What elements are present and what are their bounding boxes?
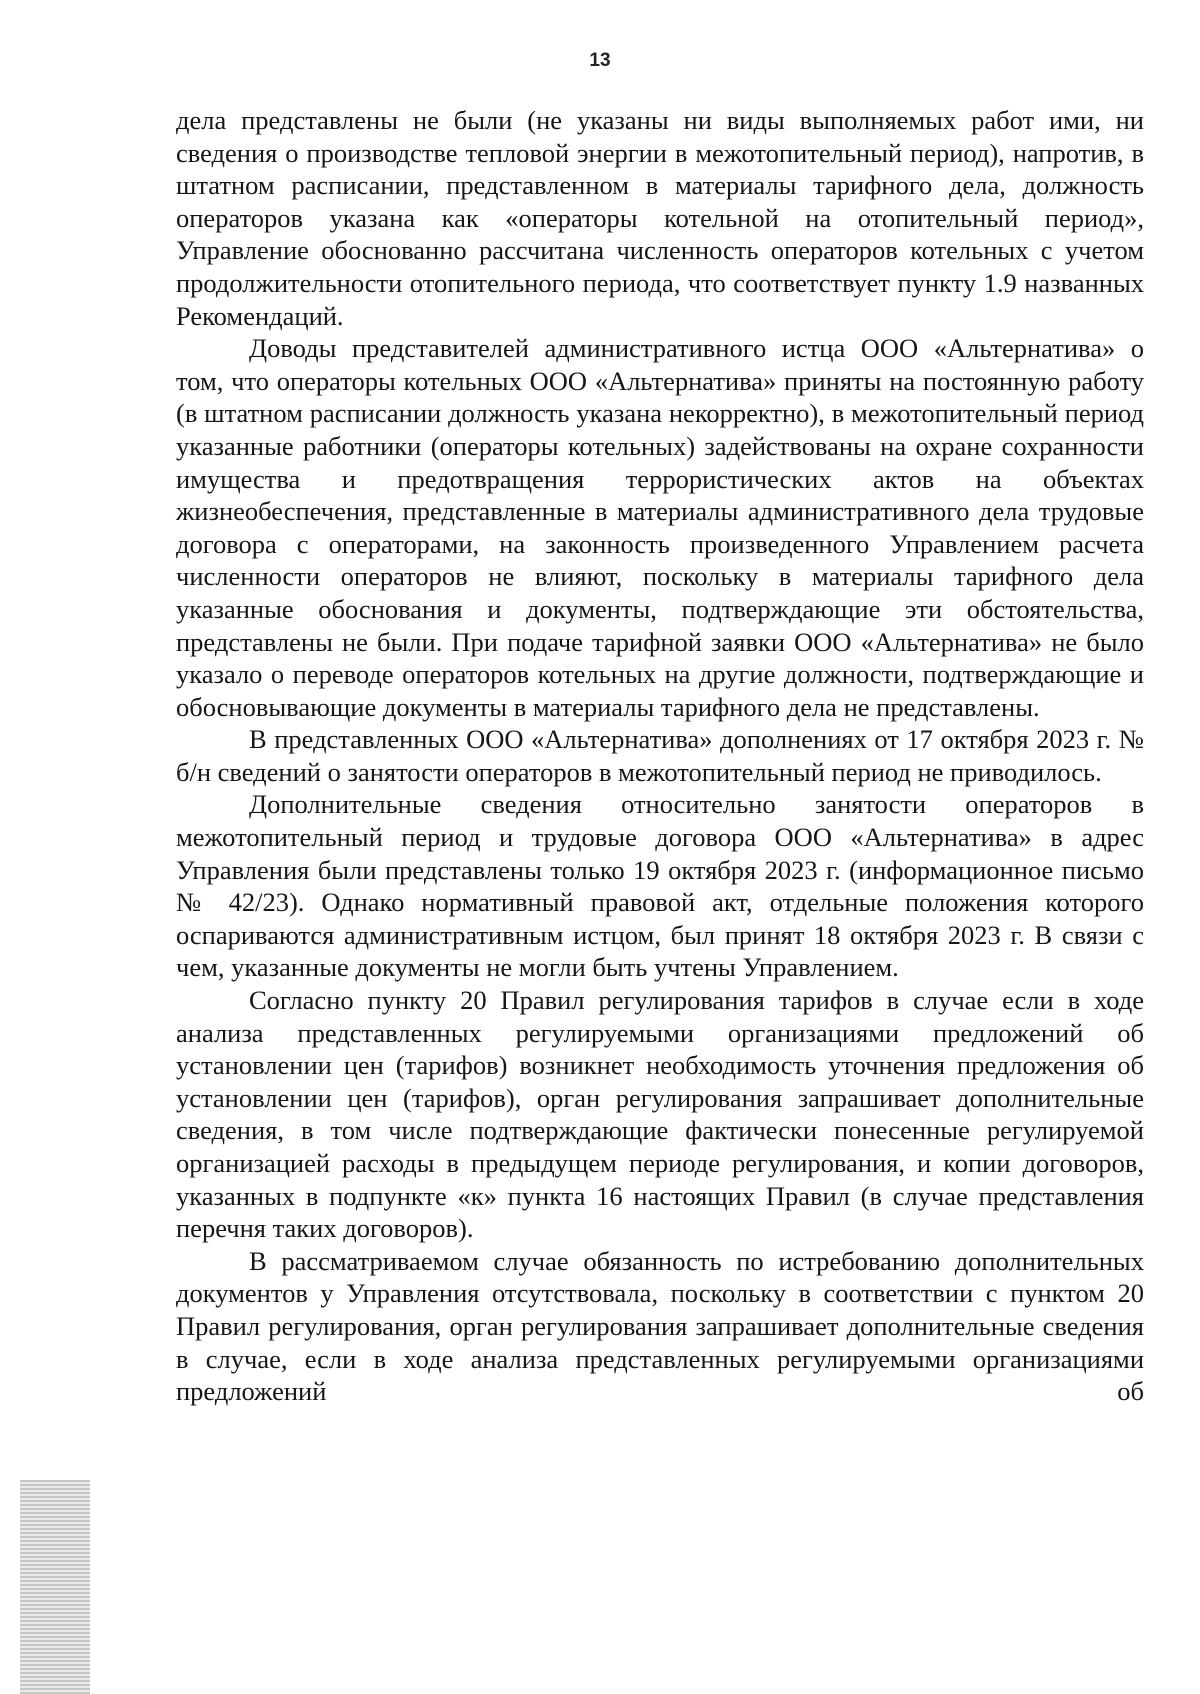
document-body [176, 104, 1144, 1408]
scan-artifact [20, 1480, 90, 1694]
paragraph: дела представлены не были (не указаны ни виды выполняемых работ ими, ни сведения о производстве тепловой энергии в межотопительный период), напротив, в штатном расписании, представленном в материалы тарифного дела, должность операторов указана как «операторы котельной на отопительный период», Управление обоснованно рассчитана численность операторов котельных с учетом продолжительности отопительного периода, что соответствует пункту 1.9 названных Рекомендаций. [176, 105, 1144, 331]
paragraph: В представленных ООО «Альтернатива» дополнениях от 17 октября 2023 г. № б/н сведений о занятости операторов в межотопительный период не приводилось. [176, 724, 1144, 787]
paragraph: Дополнительные сведения относительно занятости операторов в межотопительный период и трудовые договора ООО «Альтернатива» в адрес Управления были представлены только 19 октября 2023 г. (информационное письмо № 42/23). Однако нормативный правовой акт, отдельные положения которого оспариваются административным истцом, был принят 18 октября 2023 г. В связи с чем, указанные документы не могли быть учтены Управлением. [176, 789, 1144, 983]
paragraph: В рассматриваемом случае обязанность по истребованию дополнительных документов у Управления отсутствовала, поскольку в соответствии с пунктом 20 Правил регулирования, орган регулирования запрашивает дополнительные сведения в случае, если в ходе анализа представленных регулируемыми организациями предложений об [176, 1245, 1144, 1407]
paragraph: Согласно пункту 20 Правил регулирования тарифов в случае если в ходе анализа представленных регулируемыми организациями предложений об установлении цен (тарифов) возникнет необходимость уточнения предложения об установлении цен (тарифов), орган регулирования запрашивает дополнительные сведения, в том числе подтверждающие фактически понесенные регулируемой организацией расходы в предыдущем периоде регулирования, и копии договоров, указанных в подпункте «к» пункта 16 настоящих Правил (в случае представления перечня таких договоров). [176, 985, 1144, 1244]
paragraph: Доводы представителей административного истца ООО «Альтернатива» о том, что операторы котельных ООО «Альтернатива» приняты на постоянную работу (в штатном расписании должность указана некорректно), в межотопительный период указанные работники (операторы котельных) задействованы на охране сохранности имущества и предотвращения террористических актов на объектах жизнеобеспечения, представленные в материалы административного дела трудовые договора с операторами, на законность произведенного Управлением расчета численности операторов не влияют, поскольку в материалы тарифного дела указанные обоснования и документы, подтверждающие эти обстоятельства, представлены не были. При подаче тарифной заявки ООО «Альтернатива» не было указало о переводе операторов котельных на другие должности, подтверждающие и обосновывающие документы в материалы тарифного дела не представлены. [176, 333, 1144, 722]
page-number: 13 [589, 50, 611, 71]
